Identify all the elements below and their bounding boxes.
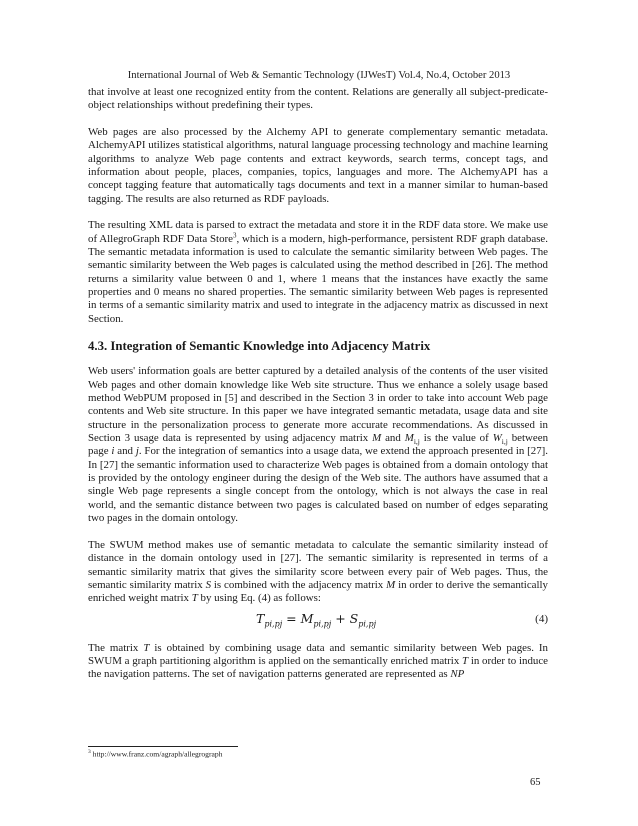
paragraph [88,219,548,326]
page-number: 65 [530,777,541,788]
eq-subscript: pi,pj [313,619,332,629]
equation [256,612,376,631]
paragraph [88,642,548,682]
paragraph [88,86,548,113]
footnote-mark: 3 [88,749,91,755]
paragraph-text: The SWUM method makes use of semantic metadata to calculate the semantic similarity instead of distance in the domain ontology used in [27]. The semantic similarity is represented in terms of a semantic similarity matrix that gives the similarity score between every pair of Web pages. Thus, the semantic similarity matrix [88,538,548,591]
math-symbol: T [143,641,150,654]
math-subscript: i,j [501,437,508,447]
math-subscript: i,j [413,437,420,447]
math-symbol: T [191,592,198,605]
paragraph-text: that involve at least one recognized entity from the content. Relations are generally all subject-predicate-object relationships without predefining their types. [88,86,548,112]
paragraph-text: in order to induce the navigation patterns. The set of navigation patterns generated are represented as [88,654,548,681]
math-symbol: M [386,578,396,591]
math-symbol: NP [450,668,465,681]
eq-symbol: M [300,610,314,626]
running-header: International Journal of Web & Semantic Technology (IJWesT) Vol.4, No.4, October 2013 [127,70,511,81]
math-symbol: j [135,445,139,458]
paragraph-text: is the value of [419,432,493,445]
section-heading: 4.3. Integration of Semantic Knowledge into Adjacency Matrix [88,339,431,354]
eq-symbol: T [256,610,265,626]
paragraph [88,539,548,606]
equation-4 [88,612,548,633]
paragraph-text: The matrix [88,641,144,654]
math-symbol: S [205,578,212,591]
paragraph-text: Web users' information goals are better captured by a detailed analysis of the contents of the user visited Web pages and other domain knowledge like Web site structure. Thus we enhance a solely usage based method WebPUM proposed in [5] and described in the Section 3 in order to take into account Web page contents and Web site structure. In this paper we have integrated semantic metadata, usage data and site structure in the personalization process to generate more accurate recommendations. As discussed in Section 3 usage data is represented by using adjacency matrix [88,365,548,445]
paragraph-text: and [381,432,405,445]
paragraph-text: between page [88,432,549,458]
eq-symbol: S [349,610,359,626]
equation-number: (4) [535,612,548,625]
footnote [88,749,222,759]
paragraph-text: The resulting XML data is parsed to extract the metadata and store it in the RDF data store. We make use of AllegroGraph RDF Data Store [88,219,548,245]
math-symbol: T [462,654,469,667]
paragraph-text: and [114,445,136,458]
eq-subscript: pi,pj [264,619,283,629]
math-symbol: M [404,432,414,445]
paragraph-text: in order to derive the semantically enriched weight matrix [88,578,548,605]
math-symbol: i [111,445,115,458]
eq-operator: + [331,610,350,626]
math-symbol: W [492,432,502,445]
paragraph-text: is obtained by combining usage data and semantic similarity between Web pages. In SWUM a graph partitioning algorithm is applied on the semantically enriched matrix [88,641,548,667]
paragraph-text: Web pages are also processed by the Alchemy API to generate complementary semantic metadata. AlchemyAPI utilizes statistical algorithms, natural language processing technology and machine learning algorithms to analyze Web page contents and extract keywords, search terms, concept tags, and information about people, places, companies, topics, languages and more. The AlchemyAPI has a concept tagging feature that automatically tags documents and text in a manner similar to human-based tagging. The results are also returned as RDF payloads. [88,125,548,205]
paragraph [88,126,548,206]
paragraph-text: , which is a modern, high-performance, persistent RDF graph database. The semantic metadata information is used to calculate the semantic similarity between Web pages. The semantic similarity between the Web pages is calculated using the method described in [26]. The method returns a similarity value between 0 and 1, where 1 means that the instances have exactly the same properties and 0 means no shared properties. The semantic similarity between Web pages is represented in terms of a semantic similarity matrix and used to integrate in the adjacency matrix as discussed in next Section. [88,232,548,325]
paragraph-text: by using Eq. (4) as follows: [197,592,321,605]
body-text [88,86,548,695]
paragraph-text: is combined with the adjacency matrix [211,578,387,591]
math-symbol: M [372,432,382,445]
eq-operator: = [282,610,301,626]
footnote-link[interactable]: http://www.franz.com/agraph/allegrograph [90,749,223,759]
footnote-reference[interactable]: 3 [232,231,237,240]
paragraph-text: . For the integration of semantics into a usage data, we extend the approach presented in [27]. In [27] the semantic information used to characterize Web pages is obtained from a domain ontology that is provided by the ontology engineer during the design of the Web site. The authors have assumed that a single Web page represents a single concept from the ontology, which is not always the case in real world, and the semantic distance between two pages is calculated based on number of edges separating two pages in the domain ontology. [88,445,549,525]
eq-subscript: pi,pj [358,619,377,629]
paragraph [88,365,548,525]
footnote-divider [88,746,238,747]
